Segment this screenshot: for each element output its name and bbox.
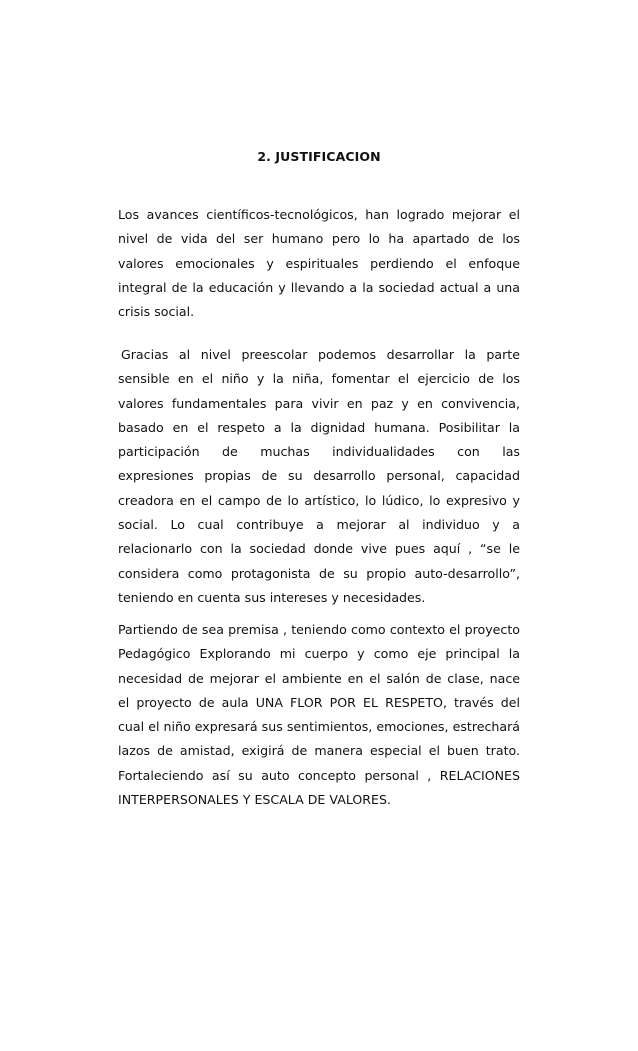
paragraph-line: expresiones propias de su desarrollo personal, capacidad <box>118 468 520 484</box>
paragraph-line: valores fundamentales para vivir en paz y en convivencia, <box>118 395 520 411</box>
section-title: 2. JUSTIFICACION <box>257 149 381 164</box>
paragraph-1 <box>118 203 520 324</box>
paragraph-3 <box>118 618 520 812</box>
paragraph-line: Gracias al nivel preescolar podemos desarrollar la parte <box>121 347 520 362</box>
paragraph-line: relacionarlo con la sociedad donde vive pues aquí , “se le <box>118 541 520 557</box>
paragraph-2 <box>118 343 520 610</box>
paragraph-line: social. Lo cual contribuye a mejorar al individuo y a <box>118 517 520 533</box>
paragraph-line: Partiendo de sea premisa , teniendo como contexto el proyecto <box>118 622 520 637</box>
paragraph-line: teniendo en cuenta sus intereses y necesidades. <box>118 589 426 605</box>
paragraph-line: basado en el respeto a la dignidad humana. Posibilitar la <box>118 419 520 435</box>
paragraph-line: sensible en el niño y la niña, fomentar el ejercicio de los <box>118 371 520 387</box>
paragraph-line: cual el niño expresará sus sentimientos, emociones, estrechará <box>118 719 520 735</box>
paragraph-line: participación de muchas individualidades con las <box>118 444 520 460</box>
paragraph-line: lazos de amistad, exigirá de manera especial el buen trato. <box>118 743 520 759</box>
paragraph-line: Fortaleciendo así su auto concepto personal , RELACIONES <box>118 767 520 783</box>
paragraph-line: el proyecto de aula UNA FLOR POR EL RESPETO, través del <box>118 694 520 710</box>
paragraph-line: considera como protagonista de su propio auto-desarrollo”, <box>118 565 520 581</box>
paragraph-line: valores emocionales y espirituales perdiendo el enfoque <box>118 255 520 271</box>
paragraph-line: crisis social. <box>118 304 195 320</box>
paragraph-line: creadora en el campo de lo artístico, lo lúdico, lo expresivo y <box>118 492 520 508</box>
paragraph-line: Los avances científicos-tecnológicos, han logrado mejorar el <box>118 207 520 222</box>
paragraph-line: Pedagógico Explorando mi cuerpo y como eje principal la <box>118 646 520 662</box>
paragraph-line: necesidad de mejorar el ambiente en el salón de clase, nace <box>118 670 520 686</box>
paragraph-line: integral de la educación y llevando a la sociedad actual a una <box>118 279 520 295</box>
paragraph-line: INTERPERSONALES Y ESCALA DE VALORES. <box>118 792 391 808</box>
paragraph-line: nivel de vida del ser humano pero lo ha apartado de los <box>118 231 520 247</box>
